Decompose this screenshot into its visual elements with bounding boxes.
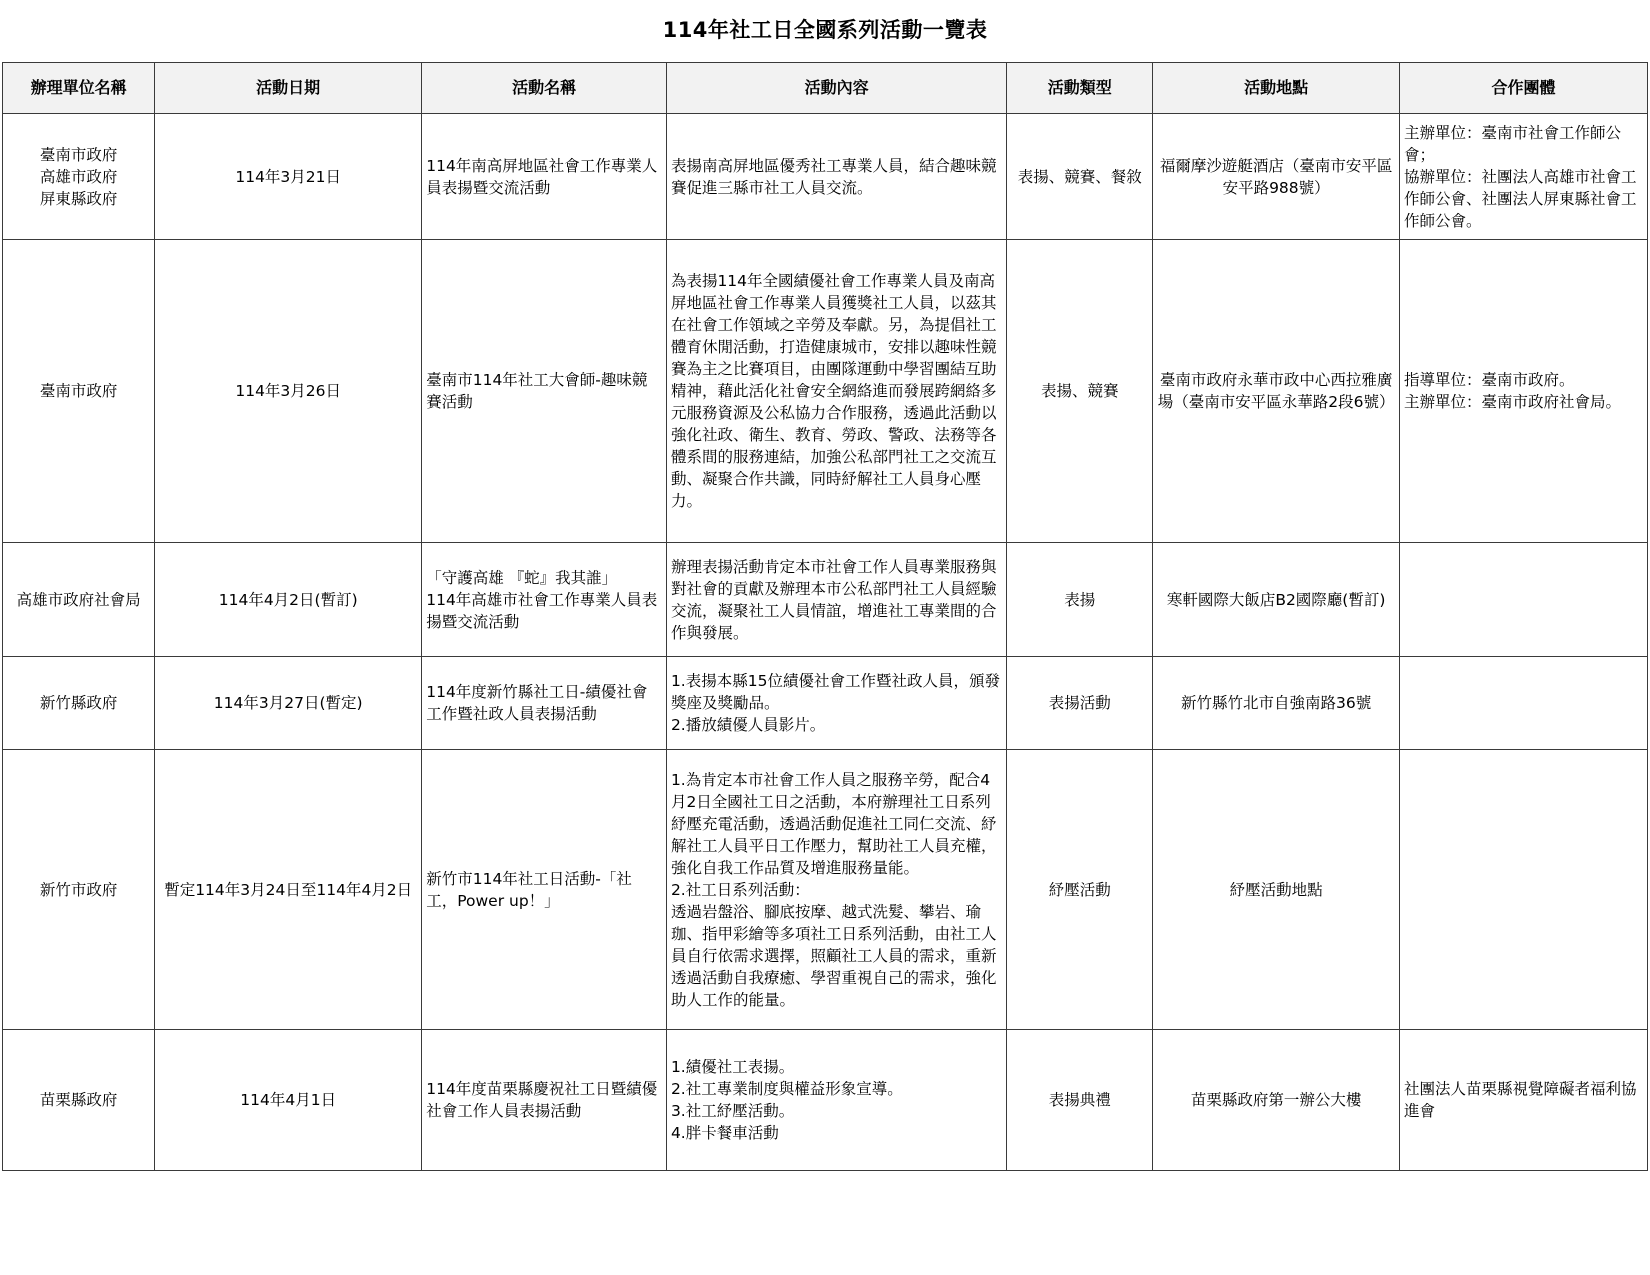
cell-type: 表揚典禮 xyxy=(1007,1030,1153,1171)
cell-org: 新竹縣政府 xyxy=(3,657,155,750)
cell-name: 臺南市114年社工大會師-趣味競賽活動 xyxy=(422,240,667,543)
cell-date: 114年4月1日 xyxy=(155,1030,422,1171)
cell-type: 表揚、競賽 xyxy=(1007,240,1153,543)
cell-partners xyxy=(1400,543,1648,657)
table-row xyxy=(3,240,1648,543)
table-row xyxy=(3,114,1648,240)
header-org: 辦理單位名稱 xyxy=(3,63,155,114)
cell-partners xyxy=(1400,750,1648,1030)
cell-location: 福爾摩沙遊艇酒店（臺南市安平區安平路988號） xyxy=(1153,114,1400,240)
cell-name: 114年度新竹縣社工日-績優社會工作暨社政人員表揚活動 xyxy=(422,657,667,750)
table-row xyxy=(3,543,1648,657)
cell-partners: 社團法人苗栗縣視覺障礙者福利協進會 xyxy=(1400,1030,1648,1171)
activity-table xyxy=(2,62,1648,1171)
cell-content: 1.績優社工表揚。 2.社工專業制度與權益形象宣導。 3.社工紓壓活動。 4.胖卡餐車活動 xyxy=(666,1030,1006,1171)
cell-name: 114年南高屏地區社會工作專業人員表揚暨交流活動 xyxy=(422,114,667,240)
page-title: 114年社工日全國系列活動一覽表 xyxy=(662,18,988,42)
cell-content: 1.表揚本縣15位績優社會工作暨社政人員，頒發獎座及獎勵品。 2.播放績優人員影片。 xyxy=(666,657,1006,750)
cell-location: 臺南市政府永華市政中心西拉雅廣場（臺南市安平區永華路2段6號） xyxy=(1153,240,1400,543)
cell-org: 新竹市政府 xyxy=(3,750,155,1030)
cell-org: 苗栗縣政府 xyxy=(3,1030,155,1171)
header-name: 活動名稱 xyxy=(422,63,667,114)
cell-name: 「守護高雄 『蛇』我其誰」 114年高雄市社會工作專業人員表揚暨交流活動 xyxy=(422,543,667,657)
header-content: 活動內容 xyxy=(666,63,1006,114)
cell-type: 表揚、競賽、餐敘 xyxy=(1007,114,1153,240)
cell-location: 新竹縣竹北市自強南路36號 xyxy=(1153,657,1400,750)
header-date: 活動日期 xyxy=(155,63,422,114)
cell-date: 暫定114年3月24日至114年4月2日 xyxy=(155,750,422,1030)
header-type: 活動類型 xyxy=(1007,63,1153,114)
cell-partners xyxy=(1400,657,1648,750)
cell-name: 新竹市114年社工日活動-「社工，Power up！」 xyxy=(422,750,667,1030)
cell-partners: 指導單位：臺南市政府。 主辦單位：臺南市政府社會局。 xyxy=(1400,240,1648,543)
cell-content: 1.為肯定本市社會工作人員之服務辛勞，配合4月2日全國社工日之活動，本府辦理社工日系列紓壓充電活動，透過活動促進社工同仁交流、紓解社工人員平日工作壓力，幫助社工人員充權，強化自我工作品質及增進服務量能。 2.社工日系列活動： 透過岩盤浴、腳底按摩、越式洗髮、攀岩、瑜珈、指甲彩繪等多項社工日系列活動，由社工人員自行依需求選擇，照顧社工人員的需求，重新透過活動自我療癒、學習重視自己的需求，強化助人工作的能量。 xyxy=(666,750,1006,1030)
cell-org: 高雄市政府社會局 xyxy=(3,543,155,657)
table-row xyxy=(3,750,1648,1030)
cell-date: 114年3月26日 xyxy=(155,240,422,543)
cell-location: 紓壓活動地點 xyxy=(1153,750,1400,1030)
cell-location: 寒軒國際大飯店B2國際廳(暫訂) xyxy=(1153,543,1400,657)
header-location: 活動地點 xyxy=(1153,63,1400,114)
header-row xyxy=(3,63,1648,114)
cell-content: 為表揚114年全國績優社會工作專業人員及南高屏地區社會工作專業人員獲獎社工人員，以茲其在社會工作領域之辛勞及奉獻。另，為提倡社工體育休閒活動，打造健康城市，安排以趣味性競賽為主之比賽項目，由團隊運動中學習團結互助精神，藉此活化社會安全網絡進而發展跨網絡多元服務資源及公私協力合作服務，透過此活動以強化社政、衛生、教育、勞政、警政、法務等各體系間的服務連結，加強公私部門社工之交流互動、凝聚合作共識，同時紓解社工人員身心壓力。 xyxy=(666,240,1006,543)
table-row xyxy=(3,1030,1648,1171)
cell-type: 表揚活動 xyxy=(1007,657,1153,750)
cell-date: 114年3月27日(暫定) xyxy=(155,657,422,750)
cell-date: 114年3月21日 xyxy=(155,114,422,240)
cell-date: 114年4月2日(暫訂) xyxy=(155,543,422,657)
cell-content: 表揚南高屏地區優秀社工專業人員，結合趣味競賽促進三縣市社工人員交流。 xyxy=(666,114,1006,240)
cell-name: 114年度苗栗縣慶祝社工日暨績優社會工作人員表揚活動 xyxy=(422,1030,667,1171)
cell-partners: 主辦單位：臺南市社會工作師公會； 協辦單位：社團法人高雄市社會工作師公會、社團法人屏東縣社會工作師公會。 xyxy=(1400,114,1648,240)
cell-org: 臺南市政府 xyxy=(3,240,155,543)
cell-location: 苗栗縣政府第一辦公大樓 xyxy=(1153,1030,1400,1171)
cell-type: 表揚 xyxy=(1007,543,1153,657)
cell-content: 辦理表揚活動肯定本市社會工作人員專業服務與對社會的貢獻及辦理本市公私部門社工人員經驗交流，凝聚社工人員情誼，增進社工專業間的合作與發展。 xyxy=(666,543,1006,657)
cell-type: 紓壓活動 xyxy=(1007,750,1153,1030)
table-row xyxy=(3,657,1648,750)
header-partners: 合作團體 xyxy=(1400,63,1648,114)
cell-org: 臺南市政府 高雄市政府 屏東縣政府 xyxy=(3,114,155,240)
